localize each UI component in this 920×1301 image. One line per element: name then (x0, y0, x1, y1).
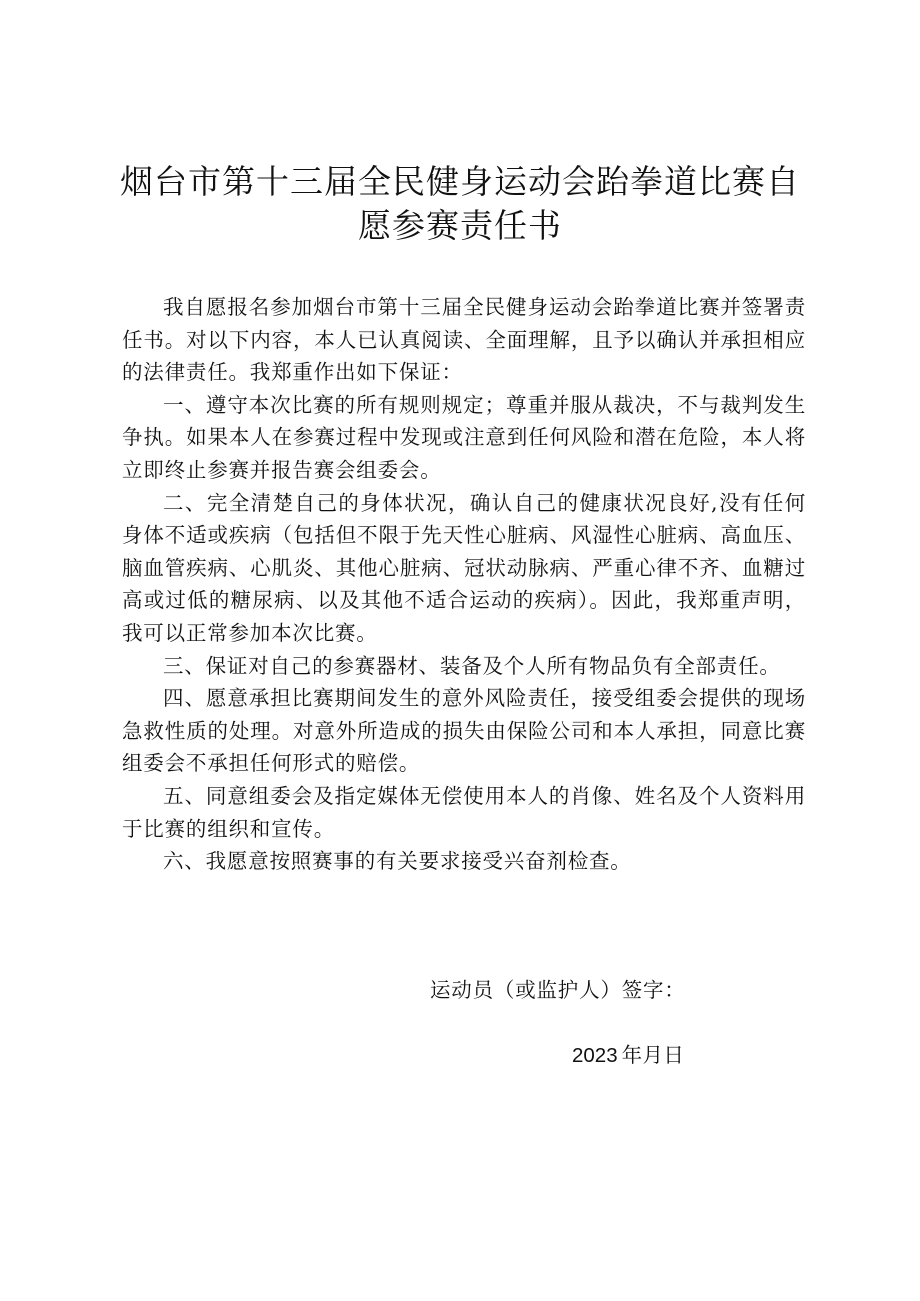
intro-paragraph: 我自愿报名参加烟台市第十三届全民健身运动会跆拳道比赛并签署责任书。对以下内容，本人已认真阅读、全面理解，且予以确认并承担相应的法律责任。我郑重作出如下保证： (122, 295, 806, 385)
document-title: 烟台市第十三届全民健身运动会跆拳道比赛自愿参赛责任书 (120, 162, 800, 245)
date-label: 年月日 (621, 1043, 685, 1067)
signature-line: 运动员（或监护人）签字： (430, 978, 686, 1002)
date-year: 2023 (572, 1044, 618, 1067)
clause-6: 六、我愿意按照赛事的有关要求接受兴奋剂检查。 (163, 849, 632, 874)
clause-4: 四、愿意承担比赛期间发生的意外风险责任，接受组委会提供的现场急救性质的处理。对意外所造成的损失由保险公司和本人承担，同意比赛组委会不承担任何形式的赔偿。 (122, 686, 806, 776)
date-line (572, 1041, 752, 1070)
clause-2: 二、完全清楚自己的身体状况，确认自己的健康状况良好,没有任何身体不适或疾病（包括但不限于先天性心脏病、风湿性心脏病、高血压、脑血管疾病、心肌炎、其他心脏病、冠状动脉病、严重心律不齐、血糖过高或过低的糖尿病、以及其他不适合运动的疾病）。因此，我郑重声明，我可以正常参加本次比赛。 (122, 490, 806, 645)
clause-1: 一、遵守本次比赛的所有规则规定；尊重并服从裁决，不与裁判发生争执。如果本人在参赛过程中发现或注意到任何风险和潜在危险，本人将立即终止参赛并报告赛会组委会。 (122, 392, 806, 482)
clause-3: 三、保证对自己的参赛器材、装备及个人所有物品负有全部责任。 (163, 653, 781, 678)
clause-5: 五、同意组委会及指定媒体无偿使用本人的肖像、姓名及个人资料用于比赛的组织和宣传。 (122, 783, 806, 841)
document-body (122, 291, 806, 878)
